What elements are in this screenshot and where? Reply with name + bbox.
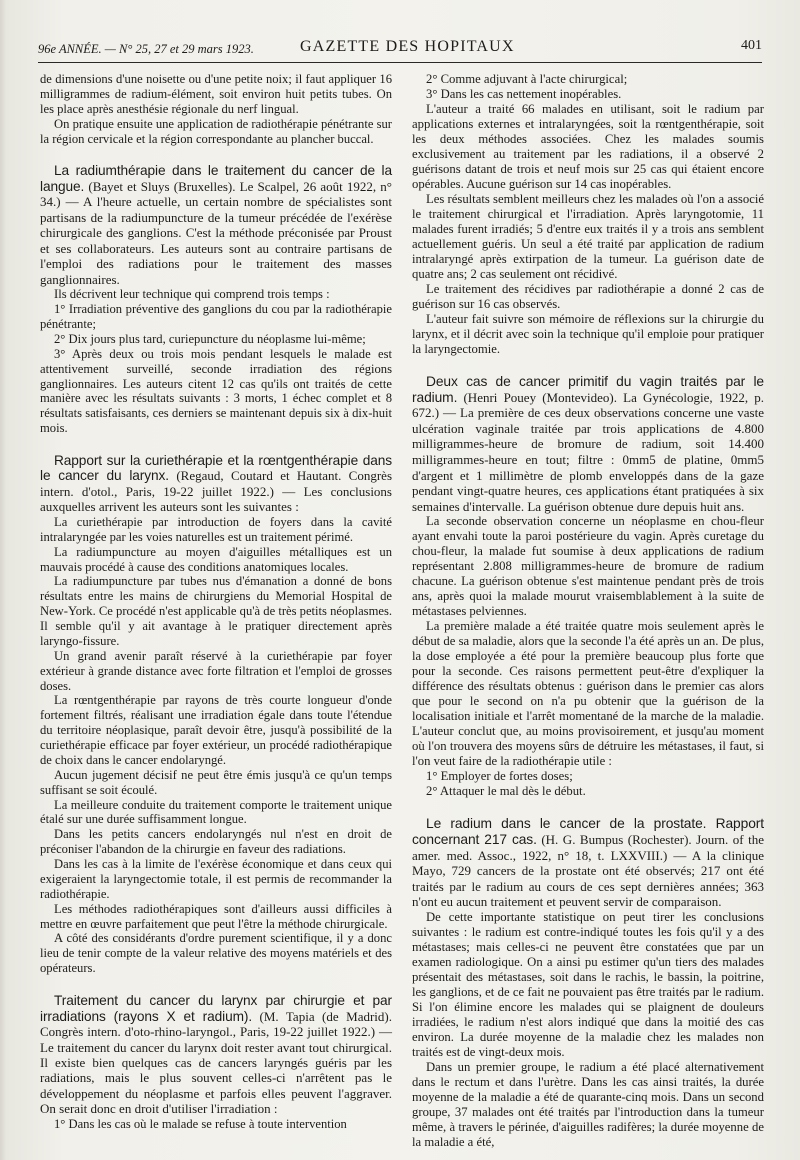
- paragraph: On pratique ensuite une application de radiothérapie pénétrante sur la région cervicale et la région correspondante au plancher buccal.: [40, 116, 392, 146]
- paragraph: La radiumpuncture par tubes nus d'émanation a donné de bons résultats entre les mains de chirurgiens du Memorial Hospital de New-York. Ce procédé n'est applicable qu'à de très petits néoplasmes. Il semble qu'il y ait avantage à le pratiquer directement après laryngo-fissure.: [40, 574, 392, 648]
- paragraph: 1° Employer de fortes doses;: [426, 769, 573, 784]
- article-lead: La première de ces deux observations concerne une vaste ulcération vaginale traitée par trois applications de 4.800 milligrammes-heure de bromure de radium, soit 14.400 milligrammes-heure en tout; filtre : 0mm5 de platine, 0mm5 d'argent et 1 millimètre de plomb enveloppés dans de la gaze pendant vingt-quatre heures, ces applications étant pratiquées à six semaines d'intervalle. La guérison obtenue dure depuis huit ans.: [412, 405, 764, 514]
- paragraph: Les méthodes radiothérapiques sont d'ailleurs aussi difficiles à mettre en œuvre parfaitement que peut l'être la méthode chirurgicale.: [40, 901, 392, 931]
- paragraph: La curiethérapie par introduction de foyers dans la cavité intralaryngée par les voies naturelles est un traitement périmé.: [40, 514, 392, 544]
- paragraph: Un grand avenir paraît réservé à la curiethérapie par foyer extérieur à grande distance avec forte filtration et l'emploi de grosses doses.: [40, 648, 392, 693]
- article-tapia-larynx: [40, 993, 392, 1132]
- paragraph: La seconde observation concerne un néoplasme en chou-fleur ayant envahi toute la paroi postérieure du vagin. Après curetage du chou-fleur, la malade fut soumise à deux applications de radium représentant 2.808 milligrammes-heure de bromure de radium chacune. La guérison obtenue s'est maintenue pendant près de trois ans, après quoi la malade mourut vraisemblablement à la suite de métastases pelviennes.: [412, 514, 764, 619]
- paragraph: La première malade a été traitée quatre mois seulement après le début de sa maladie, alors que la seconde l'a été après un an. De plus, la dose employée a été pour la première beaucoup plus forte que pour la seconde. Ces raisons permettent peut-être d'expliquer la différence des résultats obtenus : guérison dans le premier cas alors que pour le second on n'a pu obtenir que la guérison de la localisation initiale et l'arrêt momentané de la marche de la maladie. L'auteur conclut que, au moins provisoirement, et jusqu'au moment où l'on trouvera des moyens sûrs de détruire les métastases, il faut, si l'on veut faire de la radiothérapie utile :: [412, 619, 764, 769]
- paragraph: La radiumpuncture au moyen d'aiguilles métalliques est un mauvais procédé à cause des conditions anatomiques locales.: [40, 544, 392, 574]
- article-cancer-vagin: [412, 374, 764, 799]
- paragraph: Aucun jugement décisif ne peut être émis jusqu'à ce qu'un temps suffisant se soit écoulé.: [40, 767, 392, 797]
- paragraph: L'auteur a traité 66 malades en utilisant, soit le radium par applications externes et intralaryngées, soit la rœntgenthérapie, soit les deux méthodes associées. Chez les malades soumis exclusivement au traitement par les radiations, il a observé 2 guérisons datant de trois et neuf mois sur 25 cas qui étaient encore opérables. Aucune guérison sur 14 cas inopérables.: [412, 102, 764, 191]
- article-reference: (Henri Pouey (Montevideo). La Gynécologie, 1922, p. 672.) —: [412, 389, 764, 421]
- paragraph: 2° Attaquer le mal dès le début.: [426, 784, 586, 799]
- paragraph: Le traitement des récidives par radiothérapie a donné 2 cas de guérison sur 16 cas observés.: [412, 282, 764, 311]
- paragraph: Dans un premier groupe, le radium a été placé alternativement dans le rectum et dans l'urètre. Dans les cas ainsi traités, la durée moyenne de la maladie a été de quarante-cinq mois. Dans un second groupe, 37 malades ont été traités par l'introduction dans la tumeur même, à travers le périnée, d'aiguilles radifères; la durée moyenne de la maladie a été,: [412, 1059, 764, 1149]
- article-title: Deux cas de cancer primitif du vagin traités par le radium.: [412, 374, 764, 405]
- paragraph: 2° Comme adjuvant à l'acte chirurgical;: [426, 72, 628, 86]
- article-lead: Les conclusions auxquelles arrivent les auteurs sont les suivantes :: [40, 483, 392, 515]
- paragraph: A côté des considérants d'ordre purement scientifique, il y a donc lieu de tenir compte de la valeur relative des moyens matériels et des opérateurs.: [40, 931, 392, 976]
- article-lead: Le traitement du cancer du larynx doit rester avant tout chirurgical. Il existe bien quelques cas de cancers laryngés guéris par les radiations, mais le plus souvent celles-ci n'arrêtent pas le développement du néoplasme et parfois elles peuvent l'aggraver. On serait donc en droit d'utiliser l'irradiation :: [40, 1039, 392, 1117]
- article-heading: [412, 816, 764, 910]
- paragraph: 3° Dans les cas nettement inopérables.: [426, 87, 622, 101]
- paragraph: 1° Irradiation préventive des ganglions du cou par la radiothérapie pénétrante;: [40, 302, 392, 331]
- paragraph: De cette importante statistique on peut tirer les conclusions suivantes : le radium est contre-indiqué toutes les fois qu'il y a des métastases; mais celles-ci ne peuvent être constatées que par un examen radiologique. On a ainsi pu estimer qu'un tiers des malades présentait des métastases, soit dans le rachis, le bassin, la poitrine, les ganglions, et de ce fait ne pouvaient pas être traités par le radium. Si l'on élimine encore les malades qui se plaignent de douleurs irradiées, le radium n'est alors indiqué que dans la moitié des cas environ. La durée moyenne de la maladie chez les malades non traités est de vingt-deux mois.: [412, 909, 764, 1059]
- article-title: La radiumthérapie dans le traitement du cancer de la langue.: [40, 163, 392, 194]
- paragraph: 2° Dix jours plus tard, curiepuncture du néoplasme lui-même;: [54, 331, 366, 346]
- issue-line: 96e ANNÉE. — N° 25, 27 et 29 mars 1923.: [38, 42, 254, 56]
- article-cancer-prostate: [412, 816, 764, 1150]
- article-heading: [40, 163, 392, 287]
- article-reference: (M. Tapia (de Madrid). Congrès intern. d'oto-rhino-laryngol., Paris, 19-22 juillet 1922.) —: [40, 1008, 392, 1040]
- article-heading: [40, 993, 392, 1117]
- header-rule: [38, 62, 762, 63]
- article-title: Traitement du cancer du larynx par chirurgie et par irradiations (rayons X et radium).: [40, 993, 392, 1024]
- article-reference: (Bayet et Sluys (Bruxelles). Le Scalpel, 26 août 1922, n° 34.) —: [40, 178, 392, 210]
- page-edge-shadow: [0, 0, 6, 1160]
- article-lead: A la clinique Mayo, 729 cancers de la prostate ont été observés; 217 ont été traités par le radium au cours de ces sept dernières années; 363 n'ont eu aucun traitement et peuvent servir de comparaison.: [412, 847, 764, 910]
- article-radium-langue: [40, 163, 392, 436]
- article-heading: [40, 453, 392, 515]
- paragraph: de dimensions d'une noisette ou d'une petite noix; il faut appliquer 16 milligrammes de radium-élément, soit environ huit petits tubes. On les place après anesthésie régionale du nerf lingual.: [40, 72, 392, 116]
- paragraph: 3° Après deux ou trois mois pendant lesquels le malade est attentivement surveillé, seconde irradiation des régions ganglionnaires. Les auteurs citent 12 cas qu'ils ont traités de cette manière avec les résultats suivants : 3 morts, 1 échec complet et 8 résultats satisfaisants, ces derniers se maintenant depuis six à dix-huit mois.: [40, 346, 392, 436]
- article-title: Le radium dans le cancer de la prostate. Rapport concernant 217 cas.: [412, 816, 764, 847]
- paragraph: Dans les cas à la limite de l'exérèse économique et dans ceux qui exigeraient la laryngectomie totale, il est permis de recommander la radiothérapie.: [40, 857, 392, 901]
- paragraph: La meilleure conduite du traitement comporte le traitement unique étalé sur une durée suffisamment longue.: [40, 797, 392, 827]
- article-reference: (Regaud, Coutard et Hautant. Congrès intern. d'otol., Paris, 19-22 juillet 1922.) —: [40, 468, 392, 499]
- paragraph: Ils décrivent leur technique qui comprend trois temps :: [54, 287, 330, 302]
- paragraph: 1° Dans les cas où le malade se refuse à toute intervention: [54, 1116, 347, 1131]
- right-column: [412, 72, 764, 1150]
- page-number: 401: [741, 38, 762, 53]
- article-curietherapie-larynx: [40, 453, 392, 976]
- article-heading: [412, 374, 764, 514]
- paragraph: L'auteur fait suivre son mémoire de réflexions sur la chirurgie du larynx, et il décrit avec soin la technique qu'il emploie pour pratiquer la laryngectomie.: [412, 312, 764, 356]
- paragraph: Les résultats semblent meilleurs chez les malades où l'on a associé le traitement chirurgical et l'irradiation. Après laryngotomie, 11 malades furent irradiés; 5 d'entre eux traités il y a trois ans semblent actuellement guéris. Un seul a été traité par application de radium intralaryngé après extirpation de la tumeur. La guérison date de quatre ans; 2 cas seulement ont récidivé.: [412, 192, 764, 281]
- article-title: Rapport sur la curiethérapie et la rœntgenthérapie dans le cancer du larynx.: [40, 453, 392, 484]
- article-lead: A l'heure actuelle, un certain nombre de spécialistes sont partisans de la radiumpuncture de la tumeur précédée de l'exérèse chirurgicale des ganglions. C'est la méthode préconisée par Proust et ses collaborateurs. Les auteurs sont au contraire partisans de l'emploi des radiations pour le traitement des masses ganglionnaires.: [40, 194, 392, 287]
- paragraph: Dans les petits cancers endolaryngés nul n'est en droit de préconiser l'abandon de la chirurgie en faveur des radiations.: [40, 827, 392, 857]
- article-reference: (H. G. Bumpus (Rochester). Journ. of the amer. med. Assoc., 1922, n° 18, t. LXXVIII.) —: [412, 831, 764, 863]
- journal-title: GAZETTE DES HOPITAUX: [300, 38, 515, 55]
- left-column: [40, 72, 392, 1132]
- page-header: [38, 36, 762, 62]
- paragraph: La rœntgenthérapie par rayons de très courte longueur d'onde fortement filtrés, réalisant une irradiation égale dans toute l'étendue du territoire néoplasique, paraît devoir être, jusqu'à possibilité de la curiethérapie efficace par foyer extérieur, un procédé radiothérapique de choix dans le cancer endolaryngé.: [40, 693, 392, 767]
